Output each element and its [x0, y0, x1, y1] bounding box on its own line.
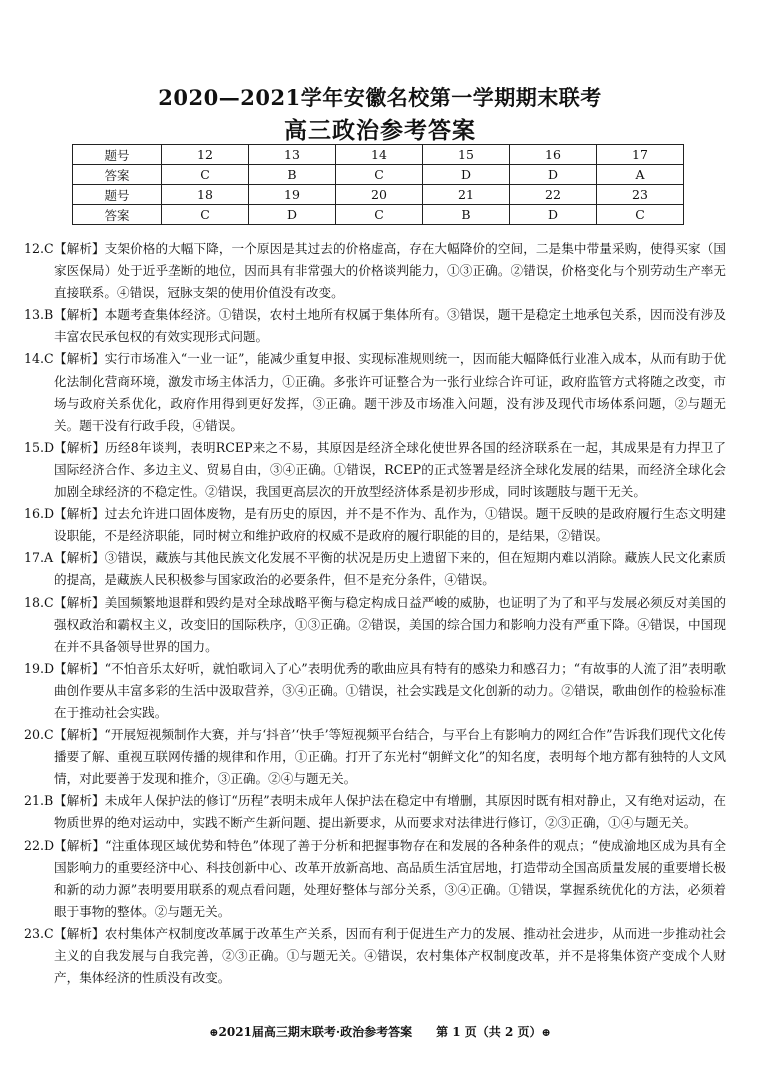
answer-table-row	[73, 205, 684, 225]
answer-item	[24, 923, 726, 989]
table-cell: D	[510, 205, 597, 225]
table-cell: C	[336, 165, 423, 185]
answer-item	[24, 304, 726, 348]
item-text: 【解析】“开展短视频制作大赛，并与‘抖音’‘快手’等短视频平台结合，与平台上有影响力的网红合作”告诉我们现代文化传播要了解、重视互联网传播的规律和作用，①正确。打开了东光村“朝鲜文化”的知名度，表明每个地方都有独特的人文风情，对此要善于发现和推介，③正确。②④与题无关。	[54, 727, 726, 787]
diamond-cross-icon: ⊕	[209, 1026, 219, 1039]
answer-table-row	[73, 165, 684, 185]
table-cell: B	[249, 165, 336, 185]
row-label: 题号	[73, 185, 162, 205]
item-number: 16.D	[24, 506, 55, 522]
item-text: 【解析】历经8年谈判，表明RCEP来之不易，其原因是经济全球化使世界各国的经济联系在一起，其成果是有力捍卫了国际经济合作、多边主义、贸易自由，③④正确。①错误，RCEP的正式签署是经济全球化发展的结果，而经济全球化会加剧全球经济的不稳定性。②错误，我国更高层次的开放型经济体系是初步形成，同时该题肢与题干无关。	[54, 439, 726, 500]
item-text: 【解析】本题考查集体经济。①错误，农村土地所有权属于集体所有。③错误，题干是稳定土地承包关系，因而没有涉及丰富农民承包权的有效实现形式问题。	[54, 307, 726, 345]
table-cell: 12	[162, 145, 249, 165]
table-cell: D	[249, 205, 336, 225]
table-cell: 15	[423, 145, 510, 165]
table-cell: 19	[249, 185, 336, 205]
page-footer	[0, 1023, 760, 1040]
row-label: 答案	[73, 165, 162, 185]
item-number: 14.C	[24, 351, 54, 367]
table-cell: 17	[597, 145, 684, 165]
table-cell: 14	[336, 145, 423, 165]
table-cell: 22	[510, 185, 597, 205]
answer-explanations	[24, 238, 726, 989]
answer-item	[24, 437, 726, 503]
table-cell: 18	[162, 185, 249, 205]
footer-text: 2021届高三期末联考·政治参考答案 第 1 页（共 2 页）	[218, 1025, 542, 1039]
table-cell: C	[162, 165, 249, 185]
item-text: 【解析】支架价格的大幅下降，一个原因是其过去的价格虚高，存在大幅降价的空间，二是集中带量采购，使得买家（国家医保局）处于近乎垄断的地位，因而具有非常强大的价格谈判能力，①③正确。②错误，价格变化与个别劳动生产率无直接联系。④错误，冠脉支架的使用价值没有改变。	[54, 241, 726, 301]
answer-item	[24, 238, 726, 304]
table-cell: 23	[597, 185, 684, 205]
answer-item	[24, 790, 726, 834]
answer-item	[24, 547, 726, 591]
item-number: 19.D	[24, 660, 55, 676]
item-number: 13.B	[24, 307, 54, 323]
item-number: 23.C	[24, 925, 54, 941]
page-subtitle: 高三政治参考答案	[284, 117, 476, 144]
answer-item	[24, 503, 726, 547]
table-cell: A	[597, 165, 684, 185]
table-cell: 16	[510, 145, 597, 165]
item-number: 12.C	[24, 241, 54, 256]
item-number: 22.D	[24, 837, 55, 853]
item-text: 【解析】农村集体产权制度改革属于改革生产关系，因而有利于促进生产力的发展、推动社会进步，从而进一步推动社会主义的自我发展与自我完善，②③正确。①与题无关。④错误，农村集体产权制度改革，并不是将集体资产变成个人财产，集体经济的性质没有改变。	[54, 925, 726, 986]
table-cell: C	[597, 205, 684, 225]
table-cell: C	[162, 205, 249, 225]
item-number: 17.A	[24, 550, 54, 566]
answer-table	[72, 144, 684, 225]
item-number: 18.C	[24, 594, 54, 610]
table-cell: 13	[249, 145, 336, 165]
answer-item	[24, 592, 726, 658]
row-label: 题号	[73, 145, 162, 165]
item-text: 【解析】实行市场准入“一业一证”，能减少重复申报、实现标准规则统一，因而能大幅降低行业准入成本，从而有助于优化法制化营商环境，激发市场主体活力，①正确。多张许可证整合为一张行业综合许可证，政府监管方式将随之改变，市场与政府关系优化，政府作用得到更好发挥，③正确。题干涉及市场准入问题，没有涉及现代市场体系问题，②与题无关。题干没有行政手段，④错误。	[54, 351, 726, 433]
item-text: 【解析】③错误，藏族与其他民族文化发展不平衡的状况是历史上遗留下来的，但在短期内难以消除。藏族人民文化素质的提高，是藏族人民积极参与国家政治的必要条件，但不是充分条件，④错误。	[54, 550, 726, 588]
answer-item	[24, 348, 726, 436]
row-label: 答案	[73, 205, 162, 225]
answer-table-row	[73, 185, 684, 205]
item-text: 【解析】未成年人保护法的修订“历程”表明未成年人保护法在稳定中有增删，其原因时既有相对静止，又有绝对运动，在物质世界的绝对运动中，实践不断产生新问题、提出新要求，从而要求对法律进行修订，②③正确，①④与题无关。	[54, 793, 726, 831]
table-cell: B	[423, 205, 510, 225]
page-title: 2020—2021学年安徽名校第一学期期末联考	[158, 85, 602, 110]
table-cell: C	[336, 205, 423, 225]
answer-item	[24, 835, 726, 923]
table-cell: 21	[423, 185, 510, 205]
diamond-cross-icon: ⊕	[541, 1026, 551, 1039]
item-number: 20.C	[24, 727, 54, 743]
item-number: 15.D	[24, 439, 55, 455]
item-number: 21.B	[24, 793, 54, 809]
item-text: 【解析】“注重体现区域优势和特色”体现了善于分析和把握事物存在和发展的各种条件的观点；“使成渝地区成为具有全国影响力的重要经济中心、科技创新中心、改革开放新高地、高品质生活宜居地，打造带动全国高质量发展的重要增长极和新的动力源”表明要用联系的观点看问题，处理好整体与部分关系，③④正确。①错误，掌握系统优化的方法，必须着眼于事物的整体。②与题无关。	[54, 837, 726, 919]
answer-table-row	[73, 145, 684, 165]
table-cell: D	[423, 165, 510, 185]
item-text: 【解析】“不怕音乐太好听，就怕歌词入了心”表明优秀的歌曲应具有特有的感染力和感召力；“有故事的人流了泪”表明歌曲创作要从丰富多彩的生活中汲取营养，③④正确。①错误，社会实践是文化创新的动力。②错误，歌曲创作的检验标准在于推动社会实践。	[54, 660, 726, 720]
table-cell: D	[510, 165, 597, 185]
answer-item	[24, 724, 726, 790]
table-cell: 20	[336, 185, 423, 205]
answer-item	[24, 658, 726, 724]
item-text: 【解析】过去允许进口固体废物，是有历史的原因，并不是不作为、乱作为，①错误。题干反映的是政府履行生态文明建设职能，不是经济职能，同时树立和维护政府的权威不是政府的履行职能的目的，是结果，②错误。	[54, 506, 726, 544]
item-text: 【解析】美国频繁地退群和毁约是对全球战略平衡与稳定构成日益严峻的威胁，也证明了为了和平与发展必须反对美国的强权政治和霸权主义，改变旧的国际秩序，①③正确。②错误，美国的综合国力和影响力没有严重下降。④错误，中国现在并不具备领导世界的国力。	[54, 594, 726, 654]
